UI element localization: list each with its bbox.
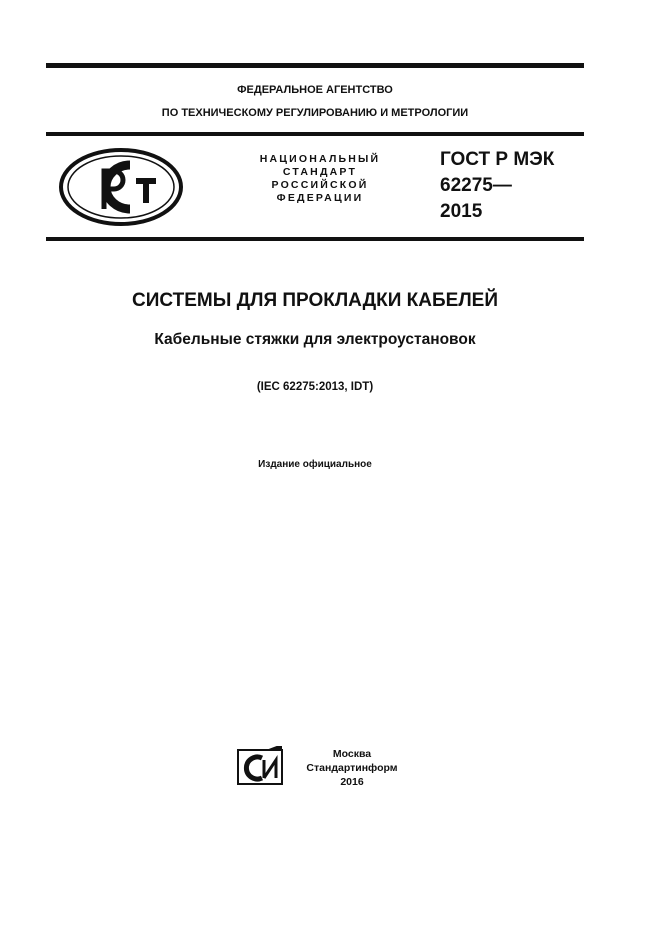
header-rule (46, 132, 584, 136)
document-subtitle: Кабельные стяжки для электроустановок (154, 331, 476, 348)
national-standard-line-4: ФЕДЕРАЦИИ (276, 192, 364, 204)
standard-designation (440, 147, 590, 225)
iec-reference: (IEC 62275:2013, IDT) (256, 381, 374, 393)
national-standard-line-3: РОССИЙСКОЙ (271, 179, 369, 191)
document-title: СИСТЕМЫ ДЛЯ ПРОКЛАДКИ КАБЕЛЕЙ (131, 290, 498, 311)
rst-certification-logo-icon (58, 147, 184, 227)
top-rule (46, 63, 584, 68)
edition-label: Издание официальное (258, 459, 372, 470)
standartinform-logo-icon (236, 746, 286, 786)
publisher-block (292, 747, 412, 789)
publisher-name: Стандартинформ (306, 762, 398, 774)
agency-line-1: ФЕДЕРАЛЬНОЕ АГЕНТСТВО (237, 84, 393, 96)
agency-line-2: ПО ТЕХНИЧЕСКОМУ РЕГУЛИРОВАНИЮ И МЕТРОЛОГИИ (161, 107, 469, 119)
publisher-city: Москва (332, 748, 372, 760)
designation-line-1: ГОСТ Р МЭК (440, 149, 555, 170)
national-standard-label (245, 153, 395, 205)
designation-line-3: 2015 (440, 201, 483, 222)
publisher-year: 2016 (340, 776, 364, 788)
designation-line-2: 62275— (440, 175, 512, 196)
national-standard-line-2: СТАНДАРТ (282, 166, 358, 178)
bottom-header-rule (46, 237, 584, 241)
national-standard-line-1: НАЦИОНАЛЬНЫЙ (259, 153, 381, 165)
